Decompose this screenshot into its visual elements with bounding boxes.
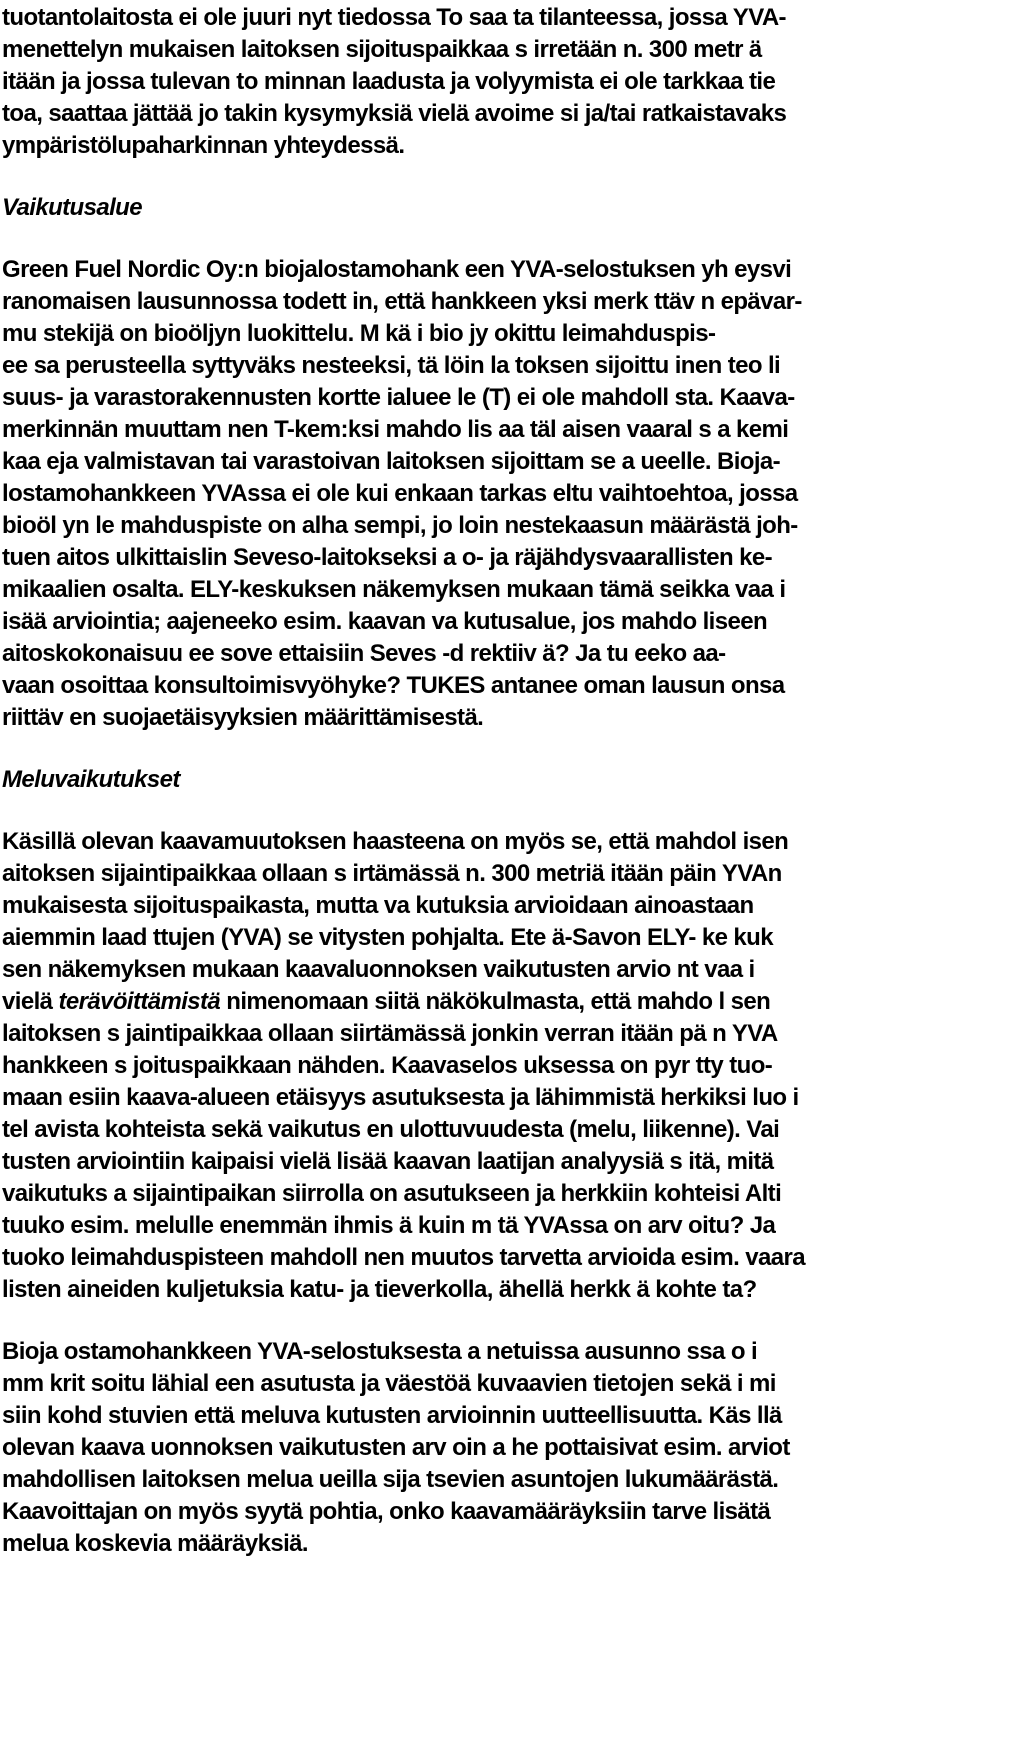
text-line: mukaisesta sijoituspaikasta, mutta va kutuksia arvioidaan ainoastaan <box>2 892 754 919</box>
text-line: itään ja jossa tulevan to minnan laadusta ja volyymista ei ole tarkkaa tie <box>2 68 776 95</box>
text-line: kaa eja valmistavan tai varastoivan laitoksen sijoittam se a ueelle. Bioja- <box>2 448 781 475</box>
text-line: lostamohankkeen YVAssa ei ole kui enkaan tarkas eltu vaihtoehtoa, jossa <box>2 480 798 507</box>
paragraph-gap <box>2 796 1010 826</box>
paragraph-intro <box>2 2 1010 162</box>
text-line: tuoko leimahduspisteen mahdoll nen muutos tarvetta arvioida esim. vaara <box>2 1244 805 1271</box>
text-line: isää arviointia; aajeneeko esim. kaavan va kutusalue, jos mahdo liseen <box>2 608 768 635</box>
text-line-with-emphasis <box>2 986 1010 1018</box>
text-line: merkinnän muuttam nen T-kem:ksi mahdo lis aa täl aisen vaaral s a kemi <box>2 416 789 443</box>
text-segment: nimenomaan siitä näkökulmasta, että mahdo l sen <box>220 988 771 1015</box>
text-line: mm krit soitu lähial een asutusta ja väestöä kuvaavien tietojen sekä i mi <box>2 1370 776 1397</box>
text-line: laitoksen s jaintipaikkaa ollaan siirtämässä jonkin verran itään pä n YVA <box>2 1020 778 1047</box>
text-line: tuen aitos ulkittaislin Seveso-laitokseksi a o- ja räjähdysvaarallisten ke- <box>2 544 773 571</box>
text-line: tel avista kohteista sekä vaikutus en ulottuvuudesta (melu, liikenne). Vai <box>2 1116 780 1143</box>
paragraph-gap <box>2 1306 1010 1336</box>
text-line: aiemmin laad ttujen (YVA) se vitysten pohjalta. Ete ä-Savon ELY- ke kuk <box>2 924 773 951</box>
text-line: melua koskevia määräyksiä. <box>2 1530 308 1557</box>
text-line: siin kohd stuvien että meluva kutusten arvioinnin uutteellisuutta. Käs llä <box>2 1402 782 1429</box>
text-line: ee sa perusteella syttyväks nesteeksi, tä löin la toksen sijoittu inen teo li <box>2 352 781 379</box>
section-heading-meluvaikutukset: Meluvaikutukset <box>2 766 180 793</box>
text-line: olevan kaava uonnoksen vaikutusten arv oin a he pottaisivat esim. arviot <box>2 1434 790 1461</box>
text-line: vaikutuks a sijaintipaikan siirrolla on asutukseen ja herkkiin kohteisi Alti <box>2 1180 782 1207</box>
text-line: suus- ja varastorakennusten kortte ialuee le (T) ei ole mahdoll sta. Kaava- <box>2 384 795 411</box>
text-line: ranomaisen lausunnossa todett in, että hankkeen yksi merk ttäv n epävar- <box>2 288 802 315</box>
text-line: Green Fuel Nordic Oy:n biojalostamohank een YVA-selostuksen yh eysvi <box>2 256 792 283</box>
paragraph-gap <box>2 162 1010 192</box>
text-line: mikaalien osalta. ELY-keskuksen näkemyksen mukaan tämä seikka vaa i <box>2 576 786 603</box>
text-line: toa, saattaa jättää jo takin kysymyksiä vielä avoime si ja/tai ratkaistavaks <box>2 100 787 127</box>
text-line: maan esiin kaava-alueen etäisyys asutuksesta ja lähimmistä herkiksi luo i <box>2 1084 799 1111</box>
text-line: riittäv en suojaetäisyyksien määrittämisestä. <box>2 704 484 731</box>
text-line: ympäristölupaharkinnan yhteydessä. <box>2 132 405 159</box>
text-line: Kaavoittajan on myös syytä pohtia, onko kaavamääräyksiin tarve lisätä <box>2 1498 771 1525</box>
text-line: aitoskokonaisuu ee sove ettaisiin Seves -d rektiiv ä? Ja tu eeko aa- <box>2 640 726 667</box>
text-line: menettelyn mukaisen laitoksen sijoituspaikkaa s irretään n. 300 metr ä <box>2 36 762 63</box>
text-segment: vielä <box>2 988 59 1015</box>
text-line: Bioja ostamohankkeen YVA-selostuksesta a netuissa ausunno ssa o i <box>2 1338 758 1365</box>
text-line: hankkeen s joituspaikkaan nähden. Kaavaselos uksessa on pyr tty tuo- <box>2 1052 773 1079</box>
text-line: aitoksen sijaintipaikkaa ollaan s irtämässä n. 300 metriä itään päin YVAn <box>2 860 782 887</box>
text-line: Käsillä olevan kaavamuutoksen haasteena on myös se, että mahdol isen <box>2 828 789 855</box>
emphasized-word: terävöittämistä <box>58 988 221 1015</box>
text-line: tusten arviointiin kaipaisi vielä lisää kaavan laatijan analyysiä s itä, mitä <box>2 1148 774 1175</box>
text-line: listen aineiden kuljetuksia katu- ja tieverkolla, ähellä herkk ä kohte ta? <box>2 1276 757 1303</box>
section-heading-vaikutusalue: Vaikutusalue <box>2 194 142 221</box>
text-line: sen näkemyksen mukaan kaavaluonnoksen vaikutusten arvio nt vaa i <box>2 956 755 983</box>
paragraph-vaikutusalue <box>2 254 1010 734</box>
text-line: tuuko esim. melulle enemmän ihmis ä kuin m tä YVAssa on arv oitu? Ja <box>2 1212 776 1239</box>
paragraph-meluvaikutukset <box>2 826 1010 1306</box>
paragraph-closing <box>2 1336 1010 1560</box>
text-line: mu stekijä on bioöljyn luokittelu. M kä i bio jy okittu leimahduspis- <box>2 320 716 347</box>
paragraph-gap <box>2 224 1010 254</box>
text-line: bioöl yn le mahduspiste on alha sempi, jo loin nestekaasun määrästä joh- <box>2 512 798 539</box>
text-line: mahdollisen laitoksen melua ueilla sija tsevien asuntojen lukumäärästä. <box>2 1466 779 1493</box>
text-line: vaan osoittaa konsultoimisvyöhyke? TUKES antanee oman lausun onsa <box>2 672 785 699</box>
paragraph-gap <box>2 734 1010 764</box>
text-line: tuotantolaitosta ei ole juuri nyt tiedossa To saa ta tilanteessa, jossa YVA- <box>2 4 786 31</box>
